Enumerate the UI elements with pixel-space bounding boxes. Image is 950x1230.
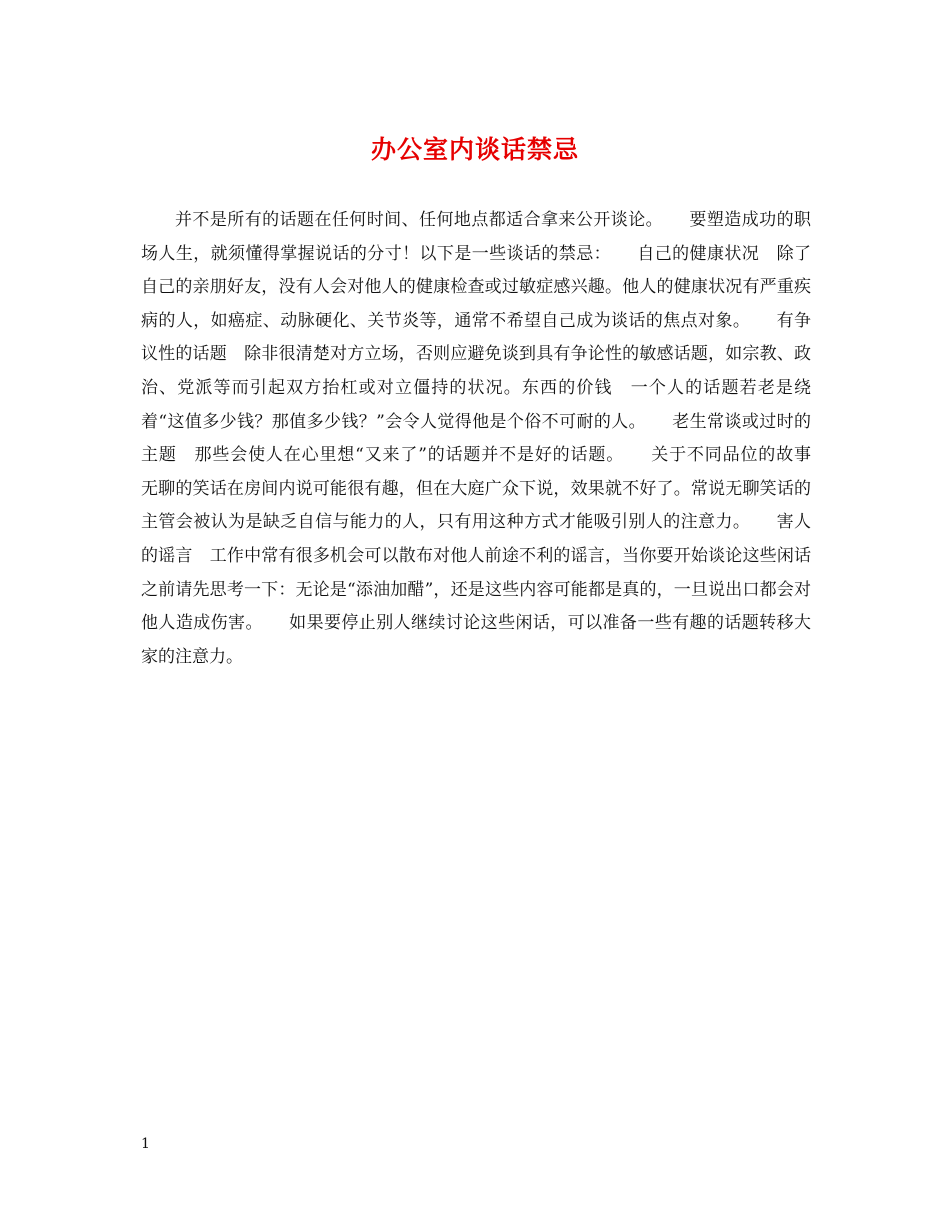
document-title: 办公室内谈话禁忌 xyxy=(370,135,579,164)
page-number: 1 xyxy=(141,1136,150,1152)
document-body-paragraph: 并不是所有的话题在任何时间、任何地点都适合拿来公开谈论。 要塑造成功的职场人生，就须懂得掌握说话的分寸！以下是一些谈话的禁忌： 自己的健康状况 除了自己的亲朋好友，没有人会对他人的健康检查或过敏症感兴趣。他人的健康状况有严重疾病的人，如癌症、动脉硬化、关节炎等，通常不希望自己成为谈话的焦点对象。 有争议性的话题 除非很清楚对方立场，否则应避免谈到具有争论性的敏感话题，如宗教、政治、党派等而引起双方抬杠或对立僵持的状况。东西的价钱 一个人的话题若老是绕着“这值多少钱？那值多少钱？”会令人觉得他是个俗不可耐的人。 老生常谈或过时的主题 那些会使人在心里想“又来了”的话题并不是好的话题。 关于不同品位的故事 无聊的笑话在房间内说可能很有趣，但在大庭广众下说，效果就不好了。常说无聊笑话的主管会被认为是缺乏自信与能力的人，只有用这种方式才能吸引别人的注意力。 害人的谣言 工作中常有很多机会可以散布对他人前途不利的谣言，当你要开始谈论这些闲话之前请先思考一下：无论是“添油加醋”，还是这些内容可能都是真的，一旦说出口都会对他人造成伤害。 如果要停止别人继续讨论这些闲话，可以准备一些有趣的话题转移大家的注意力。 xyxy=(141,210,828,667)
